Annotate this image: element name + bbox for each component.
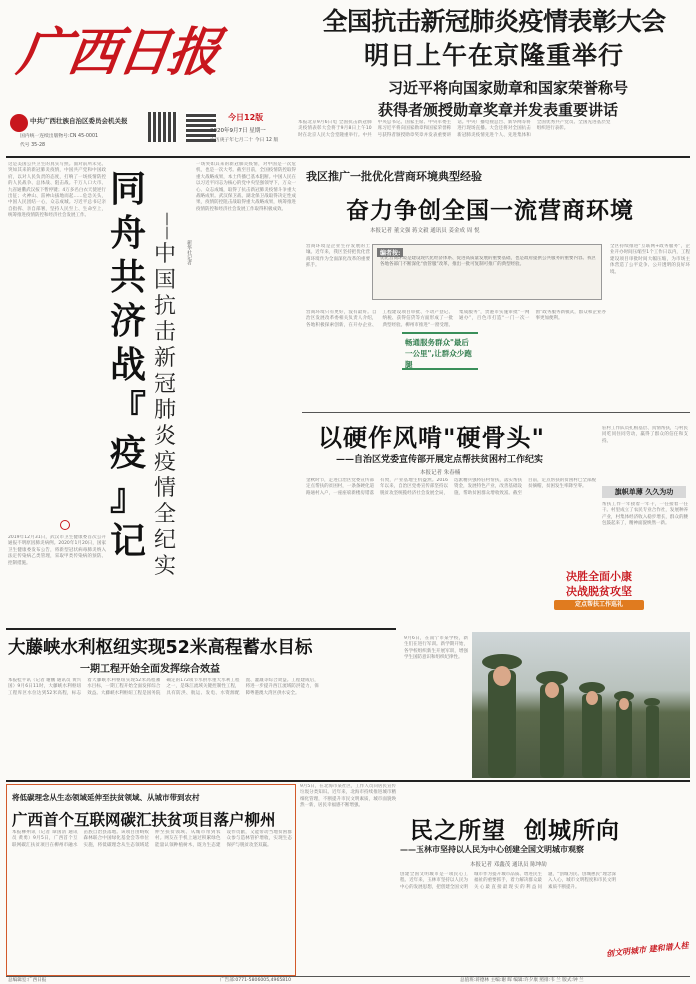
left-title-char: 疫 bbox=[110, 433, 147, 474]
env-kicker: 我区推广一批优化营商环境典型经验 bbox=[306, 170, 482, 183]
footer-left: 总编辑室:广西日报 bbox=[8, 978, 47, 983]
left-subtitle-char: 抗 bbox=[154, 294, 177, 319]
liuzhou-body: 本报柳州讯（记者 谭国清 通讯员 黄勇）9月5日，广西首个互联网碳汇扶贫项目在柳州市融水苗族自治县落地。该项目由蚂蚁森林联合中国绿化基金会等单位实施，将低碳理念从生态领域延伸至扶贫领域、从城市带到农村。网友在手机上通过积累绿色能量认领种植树木，既为生态建设作贡献，又能带动当地贫困群众参与造林管护增收，实现生态保护与脱贫攻坚双赢。 bbox=[12, 830, 292, 848]
dam-body: 本报桂平讯（记者 谢鹏 通讯员 黄兴国）9月6日11时，大藤峡水利枢纽工程库区水位达到52米高程，标志着大藤峡水利枢纽实现52米高程蓄水目标，一期工程开始全面发挥综合效益。大藤峡水利枢纽工程是国务院确定的172项节水供水重大水利工程之一，是珠江流域关键控制性工程，具有防洪、航运、发电、水资源配置、灌溉等综合效益。工程建成后，将进一步提升西江流域防洪能力，保障粤港澳大湾区供水安全。 bbox=[8, 678, 319, 696]
lead-subtitle-line1: 习近平将向国家勋章和国家荣誉称号 bbox=[387, 79, 628, 97]
poverty-body: 金秋时节，走进自治区党委宣传部定点帮扶的贫困村，一条条硬化道路通村入户，一座座崭新楼房错落有致，产业基地生机盎然。2016年以来，自治区党委宣传部坚持以脱贫攻坚统揽经济社会发展全局，选派精兵强将驻村帮扶，落实帮扶资金，发展特色产业，改善基础设施，帮助贫困群众增收致富。截至目前，定点帮扶的贫困村已全部脱贫摘帽，贫困发生率降至零。 bbox=[306, 478, 596, 496]
lead-title-line1: 全国抗击新冠肺炎疫情表彰大会 bbox=[322, 7, 666, 36]
left-subtitle-char: 新 bbox=[154, 346, 177, 371]
dam-subtitle: 一期工程开始全面发挥综合效益 bbox=[80, 664, 220, 675]
poverty-side-body2: 帮扶工作一年接着一年干，一任接着一任干。村里成立了农民专业合作社，发展种养产业，村集体经济收入稳步增长，群众的腰包鼓起来了，精神面貌焕然一新。 bbox=[602, 502, 688, 527]
editor-note-title: 编者按: bbox=[377, 248, 403, 257]
left-story-title[interactable] bbox=[108, 168, 150, 598]
city-subtitle: ——玉林市坚持以人民为中心创建全国文明城市观察 bbox=[400, 845, 584, 854]
masthead-seal bbox=[10, 114, 28, 132]
lead-subtitle-line2: 获得者颁授勋章奖章并发表重要讲话 bbox=[377, 101, 618, 119]
masthead-publisher: 中共广西壮族自治区委员会机关报 bbox=[30, 117, 128, 125]
left-title-char: 同 bbox=[110, 169, 147, 210]
left-subtitle-char: 纪 bbox=[154, 528, 177, 553]
poverty-subtitle: ——自治区党委宣传部开展定点帮扶贫困村工作纪实 bbox=[336, 455, 544, 465]
short-news-body: 9月5日，在北海市某社区，工作人员向居民宣传垃圾分类知识。近年来，北海市持续推进城市精细化管理，不断提升市民文明素质，城市面貌焕然一新，居民幸福感不断增强。 bbox=[300, 784, 396, 809]
left-subtitle-char: 疫 bbox=[154, 450, 177, 475]
left-title-char: 战 bbox=[110, 345, 147, 386]
editor-note-body: 优化营商环境是建设现代化经济体系、促进高质量发展的重要基础，也是政府提供公共服务的重要内容。我区各地各部门不断深化“放管服”改革，推出一批可复制可推广的典型经验。 bbox=[380, 256, 596, 268]
masthead-name: 广西日报 bbox=[13, 22, 223, 83]
issue-lunar: 农历庚子年七月二十 今日 12 版 bbox=[210, 138, 279, 143]
env-body: 营商环境只有更好，没有最好。自治区发展改革委相关负责人介绍，各地积极探索创新，在开办企业、工程建设项目审批、不动产登记、纳税、获得信贷等方面形成了一批典型经验。柳州市推进“一窗受理、集成服务”，贵港市实施审批“一网通办”，百色市打造“一门一次一窗”政务服务新模式，群众和企业办事更加便利。 bbox=[306, 310, 606, 328]
env-byline: 本报记者 董文强 蒋文毅 通讯员 姜金成 周 悦 bbox=[370, 228, 480, 234]
env-body-right: 全区持续推进“互联网+政务服务”，企业开办时间压缩至1个工作日以内，工程建设项目审批时间大幅压缩，为市场主体营造了公平竞争、公开透明的良好环境。 bbox=[610, 244, 690, 275]
left-bullet-icon bbox=[60, 520, 70, 530]
divider bbox=[6, 976, 690, 977]
campaign-badge-line2: 决战脱贫攻坚 bbox=[566, 585, 632, 598]
lead-headline[interactable] bbox=[298, 6, 690, 119]
lead-body: 本报北京9月6日电 全国抗击新冠肺炎疫情表彰大会将于9月8日上午10时在北京人民大会堂隆重举行。中共中央总书记、国家主席、中央军委主席习近平将向国家勋章和国家荣誉称号获得者颁授勋章奖章并发表重要讲话。中央广播电视总台、新华网等将进行现场直播。大会还将对全国抗击新冠肺炎疫情先进个人、先进集体和全国优秀共产党员、全国先进基层党组织进行表彰。 bbox=[298, 120, 611, 138]
campaign-badge-line1: 决胜全面小康 bbox=[566, 570, 632, 583]
env-pull-quote bbox=[402, 332, 478, 370]
poverty-side-body: 驻村工作队员扎根基层、真情帮扶，与村民同吃同住同劳动，赢得了群众的信任和支持。 bbox=[602, 426, 688, 444]
footer-right: 总值班:蒋德林 主编:谢 晖 编辑:许夕康 照排:韦 兰 版式:钟 兰 bbox=[460, 978, 584, 983]
liuzhou-kicker: 将低碳理念从生态领域延伸至扶贫领域、从城市带到农村 bbox=[12, 793, 200, 802]
dam-title[interactable]: 大藤峡水利枢纽实现52米高程蓄水目标 bbox=[8, 638, 313, 658]
campaign-badge bbox=[534, 568, 664, 614]
divider bbox=[6, 156, 690, 158]
left-subtitle-char: 实 bbox=[154, 554, 177, 579]
env-title[interactable]: 奋力争创全国一流营商环境 bbox=[346, 198, 634, 224]
left-title-char: 共 bbox=[110, 257, 147, 298]
left-subtitle-char: 冠 bbox=[154, 372, 177, 397]
left-body-right: 一场突如其来的新冠肺炎疫情，对中国是一次危机，也是一次大考。截至目前，全国疫情防控取得重大战略成果，本土传播已基本阻断。中国人民在以习近平同志为核心的党中央坚强领导下，万众一心、众志成城，取得了抗击新冠肺炎疫情斗争重大战略成果。武汉保卫战、湖北保卫战取得决定性成果，疫情防控阻击战取得重大战略成果，统筹推进疫情防控和经济社会发展工作取得积极成效。 bbox=[196, 162, 296, 212]
poverty-byline: 本报记者 朱春楠 bbox=[420, 470, 461, 476]
left-title-char: 舟 bbox=[110, 213, 147, 254]
env-body-left: 营商环境是企业生存发展的土壤。近年来，我区坚持把优化营商环境作为全面深化改革的重要抓手。 bbox=[306, 244, 370, 269]
divider bbox=[302, 412, 690, 413]
photo-caption: 9月6日，在南宁市某学校，新生们在进行军训。新学期开始，各学校组织新生开展军训，增强学生国防意识和组织纪律性。 bbox=[404, 636, 468, 661]
footer-mid: 广告部:0771-5806005,4965810 bbox=[220, 978, 292, 983]
masthead-cn: 国内统一连续出版物号:CN 45-0001 bbox=[20, 134, 99, 139]
divider bbox=[6, 780, 690, 782]
left-body-bottom: 2019年12月31日，武汉市卫生健康委首次公开通报不明原因肺炎病例。2020年1月20日，国家卫生健康委发布公告，将新型冠状病毒肺炎纳入法定传染病乙类管理，采取甲类传染病的预防、控制措施。 bbox=[8, 535, 106, 566]
qr-code-icon[interactable] bbox=[148, 112, 178, 142]
lead-title-line2: 明日上午在京隆重举行 bbox=[363, 41, 624, 70]
city-byline: 本报记者 邓鑫茂 通讯员 陈坤劼 bbox=[470, 862, 547, 868]
left-subtitle-char: 炎 bbox=[154, 424, 177, 449]
city-title[interactable]: 民之所望 创城所向 bbox=[410, 818, 621, 844]
left-subtitle-dash: —— bbox=[159, 212, 175, 240]
city-badge: 创文明城市 建和谐人桂 bbox=[605, 940, 690, 959]
campaign-badge-line3: 定点帮扶工作巡礼 bbox=[554, 600, 644, 610]
left-byline: 新华社记者 bbox=[186, 240, 192, 265]
left-subtitle-char: 国 bbox=[154, 268, 177, 293]
issue-date: 2020年9月7日 星期一 bbox=[210, 128, 266, 134]
city-body: 创建全国文明城市是一项民心工程。近年来，玉林市坚持以人民为中心的发展思想，把创建全国文明城市作为提升城市品质、增进民生福祉的重要抓手，着力解决群众最关心最直接最现实的利益问题，“创城为民、创城惠民”理念深入人心，城市文明程度和市民文明素质不断提升。 bbox=[400, 872, 616, 890]
masthead-code: 代号 35-28 bbox=[20, 143, 46, 148]
left-subtitle-char: 全 bbox=[154, 502, 177, 527]
env-quote-text: 畅通服务群众"最后一公里",让群众少跑腿 bbox=[405, 338, 472, 369]
poverty-side-heading bbox=[602, 486, 686, 498]
poverty-side-heading-text: 旗帜单薄 久久为功 bbox=[614, 488, 674, 496]
left-subtitle-char: 情 bbox=[154, 476, 177, 501]
liuzhou-title: 广西首个互联网碳汇扶贫项目落户柳州 bbox=[12, 811, 276, 829]
left-title-char: 济 bbox=[110, 301, 147, 342]
divider bbox=[6, 628, 396, 630]
left-subtitle-char: 肺 bbox=[154, 398, 177, 423]
left-body-top: 这是美国公共卫生的真实写照。面对前所未见、突如其来的新冠肺炎疫情，中国共产党和中国政府，以对人民负责的态度，打响了一场疫情防控的人民战争、总体战、阻击战。千万人口大市、九省通衢武汉按下暂停键；4万多名白衣天使逆行出征；火神山、雷神山拔地而起……危急关头，中国人民团结一心，众志成城。习近平总书记亲自指挥、亲自部署，坚持人民至上、生命至上，统筹推进疫情防控和经济社会发展工作。 bbox=[8, 162, 106, 219]
issue-pages: 今日12版 bbox=[228, 113, 264, 122]
left-title-char: 记 bbox=[110, 521, 147, 562]
masthead bbox=[10, 8, 290, 148]
left-subtitle-char: 中 bbox=[154, 242, 177, 267]
left-story-subtitle bbox=[154, 212, 178, 592]
poverty-title[interactable]: 以硬作风啃"硬骨头" bbox=[318, 424, 546, 452]
left-title-char: 』 bbox=[110, 477, 147, 518]
left-subtitle-char: 击 bbox=[154, 320, 177, 345]
left-title-char: 『 bbox=[110, 389, 147, 430]
